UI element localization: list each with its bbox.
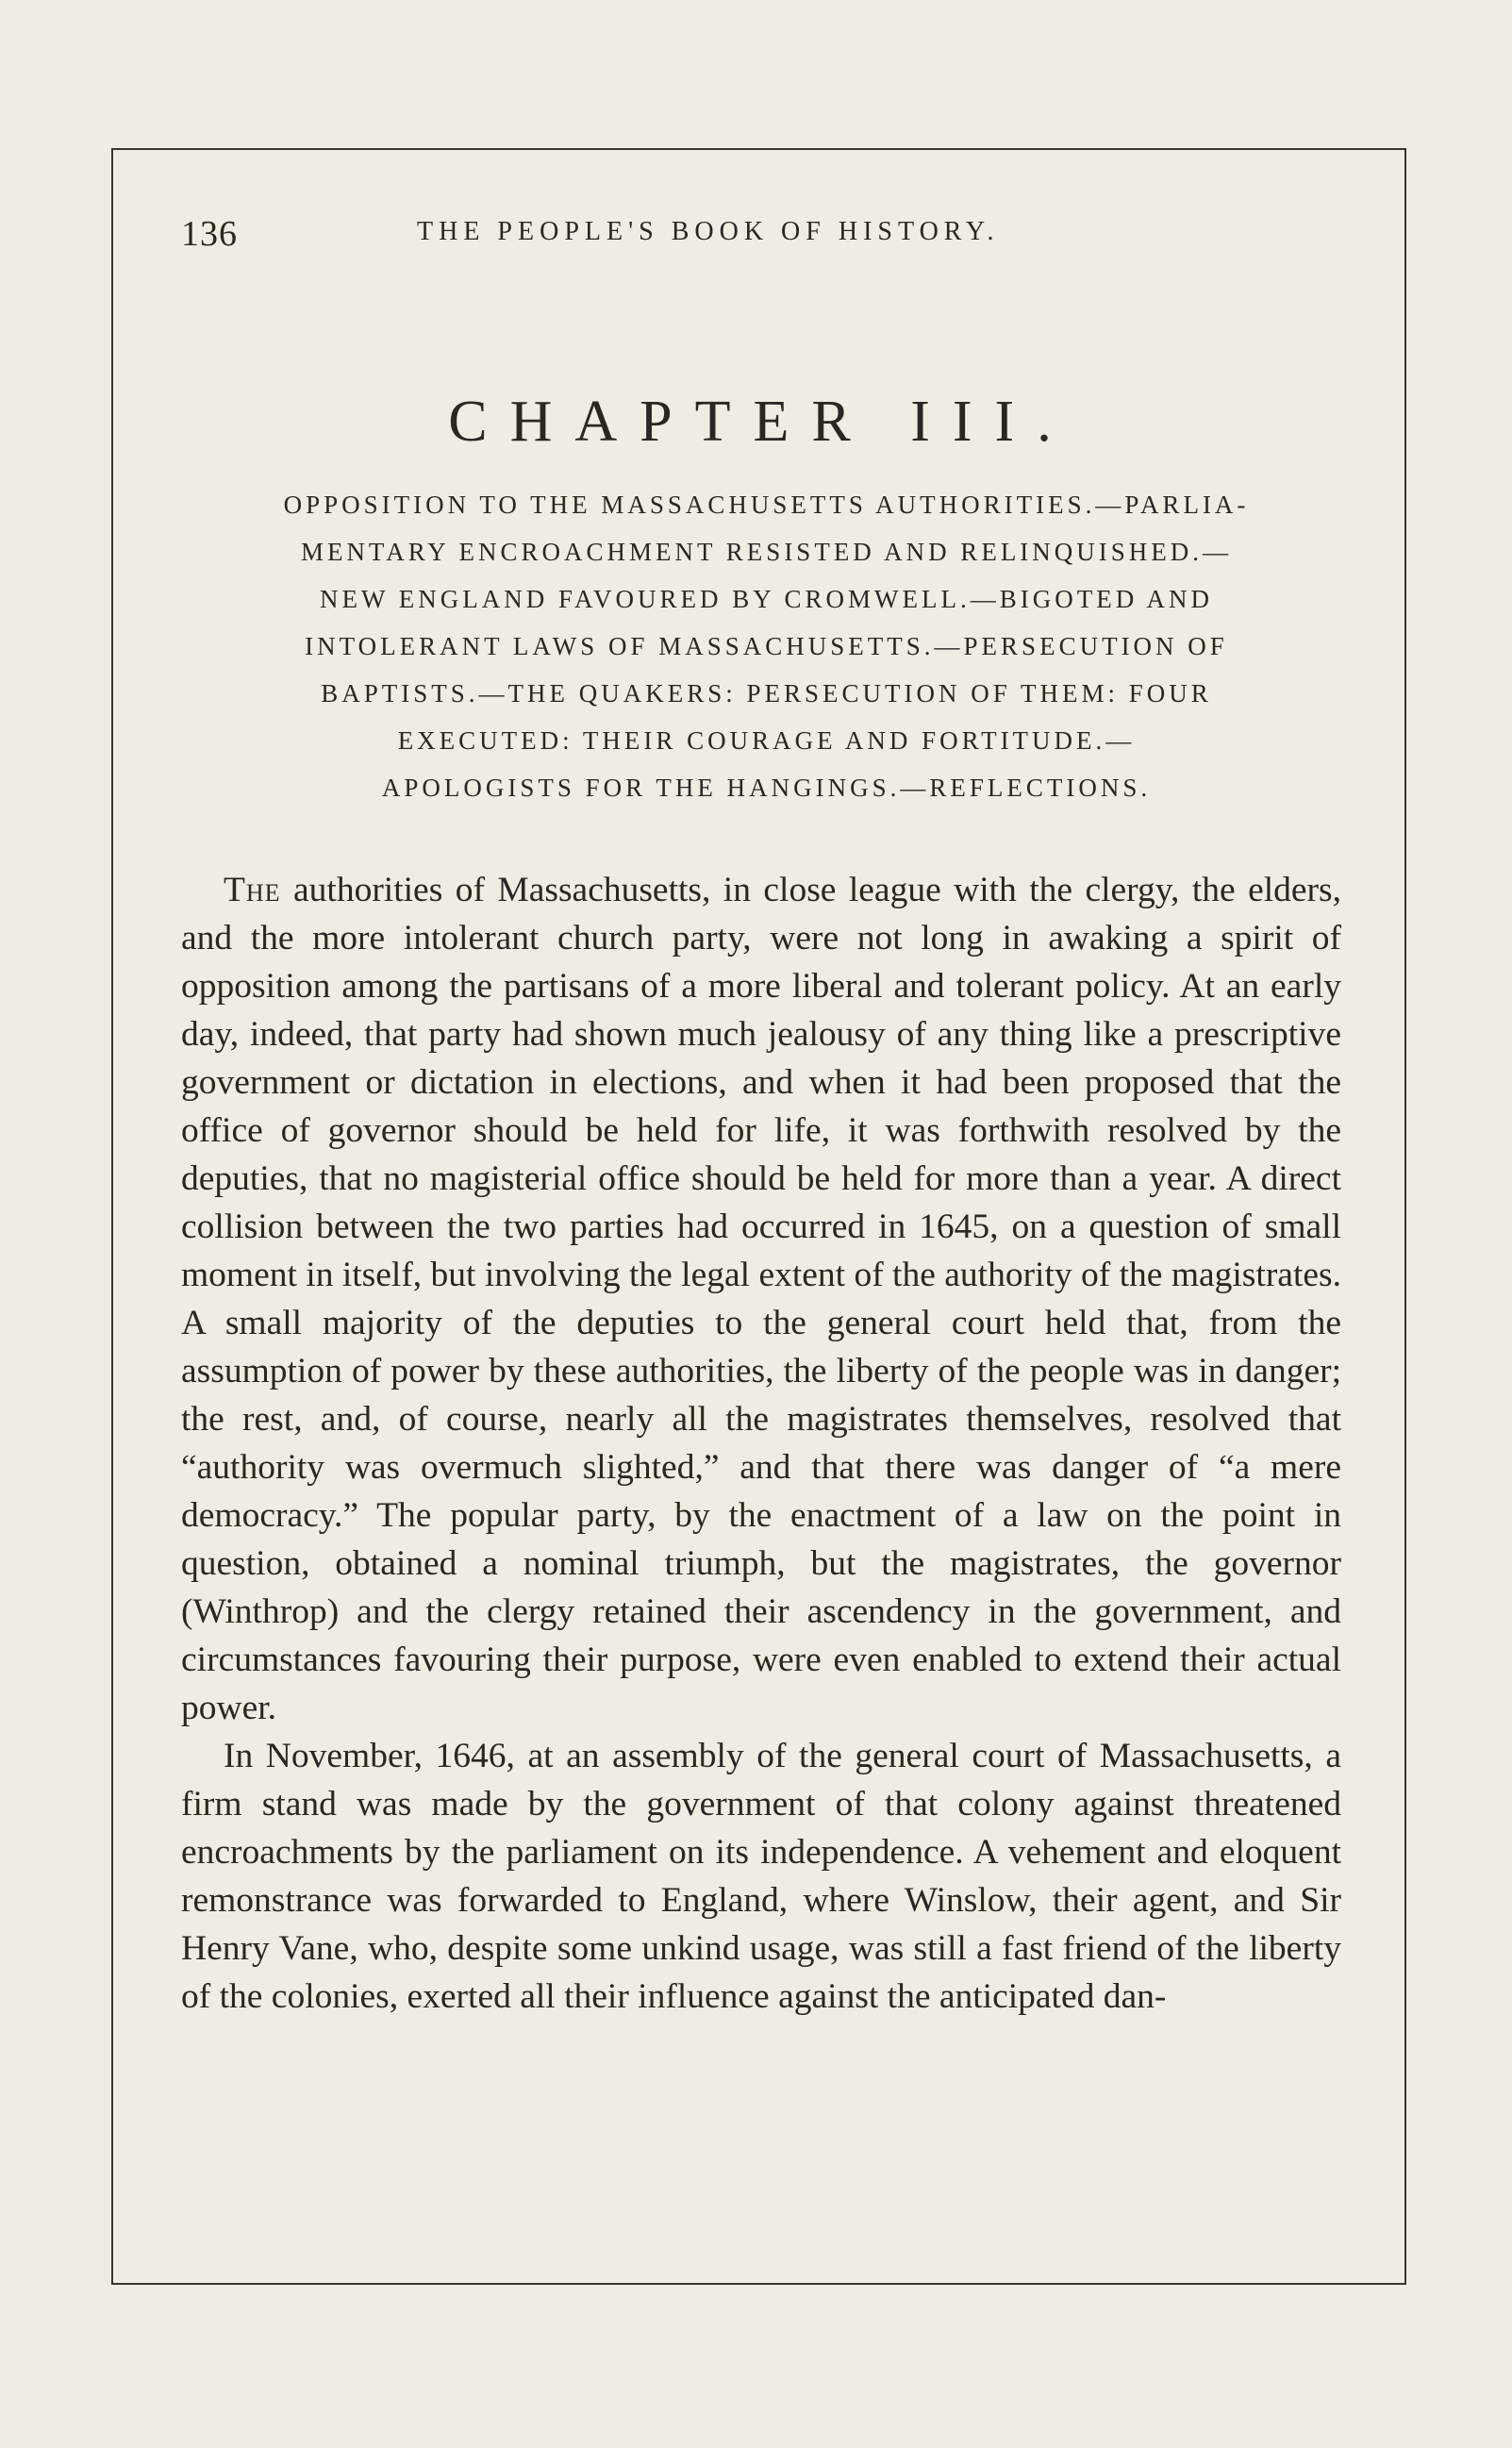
chapter-summary xyxy=(170,481,1363,811)
chapter-title: CHAPTER III. xyxy=(448,389,1074,454)
paragraph-lead-word: The xyxy=(224,871,281,909)
summary-line: NEW ENGLAND FAVOURED BY CROMWELL.—BIGOTED AND xyxy=(320,585,1213,613)
page-number: 136 xyxy=(181,214,238,254)
paragraph-1 xyxy=(181,866,1341,1732)
summary-line: MENTARY ENCROACHMENT RESISTED AND RELINQUISHED.— xyxy=(300,538,1233,566)
paragraph-1-text: authorities of Massachusetts, in close league with the clergy, the elders, and the more intolerant church party, were not long in awaking a spirit of opposition among the partisans of a more liberal and tolerant policy. At an early day, indeed, that party had shown much jealousy of any thing like a prescriptive government or dictation in elections, and when it had been proposed that the office of governor should be held for life, it was forthwith resolved by the deputies, that no magisterial office should be held for more than a year. A direct collision between the two parties had occurred in 1645, on a question of small moment in itself, but involving the legal extent of the authority of the magistrates. A small majority of the deputies to the general court held that, from the assumption of power by these authorities, the liberty of the people was in danger; the rest, and, of course, nearly all the magistrates themselves, resolved that “authority was overmuch slighted,” and that there was danger of “a mere democracy.” The popular party, by the enactment of a law on the point in question, obtained a nominal triumph, but the magistrates, the governor (Winthrop) and the clergy retained their ascendency in the government, and circumstances favouring their purpose, were even enabled to extend their actual power. xyxy=(181,871,1341,1727)
summary-line: INTOLERANT LAWS OF MASSACHUSETTS.—PERSECUTION OF xyxy=(305,632,1228,660)
body-text xyxy=(181,866,1341,2021)
paragraph-2: In November, 1646, at an assembly of the general court of Massachusetts, a firm stand was made by the government of that colony against threatened encroachments by the parliament on its independence. A vehement and eloquent remonstrance was forwarded to England, where Winslow, their agent, and Sir Henry Vane, who, despite some unkind usage, was still a fast friend of the liberty of the colonies, exerted all their influence against the anticipated dan- xyxy=(181,1737,1341,2016)
summary-line: EXECUTED: THEIR COURAGE AND FORTITUDE.— xyxy=(397,726,1136,755)
summary-line: BAPTISTS.—THE QUAKERS: PERSECUTION OF THEM: FOUR xyxy=(321,679,1212,708)
summary-line: OPPOSITION TO THE MASSACHUSETTS AUTHORITIES.—PARLIA- xyxy=(283,491,1250,519)
running-title: THE PEOPLE'S BOOK OF HISTORY. xyxy=(417,217,1000,246)
summary-line: APOLOGISTS FOR THE HANGINGS.—REFLECTIONS. xyxy=(381,774,1152,802)
running-head xyxy=(181,213,1341,260)
